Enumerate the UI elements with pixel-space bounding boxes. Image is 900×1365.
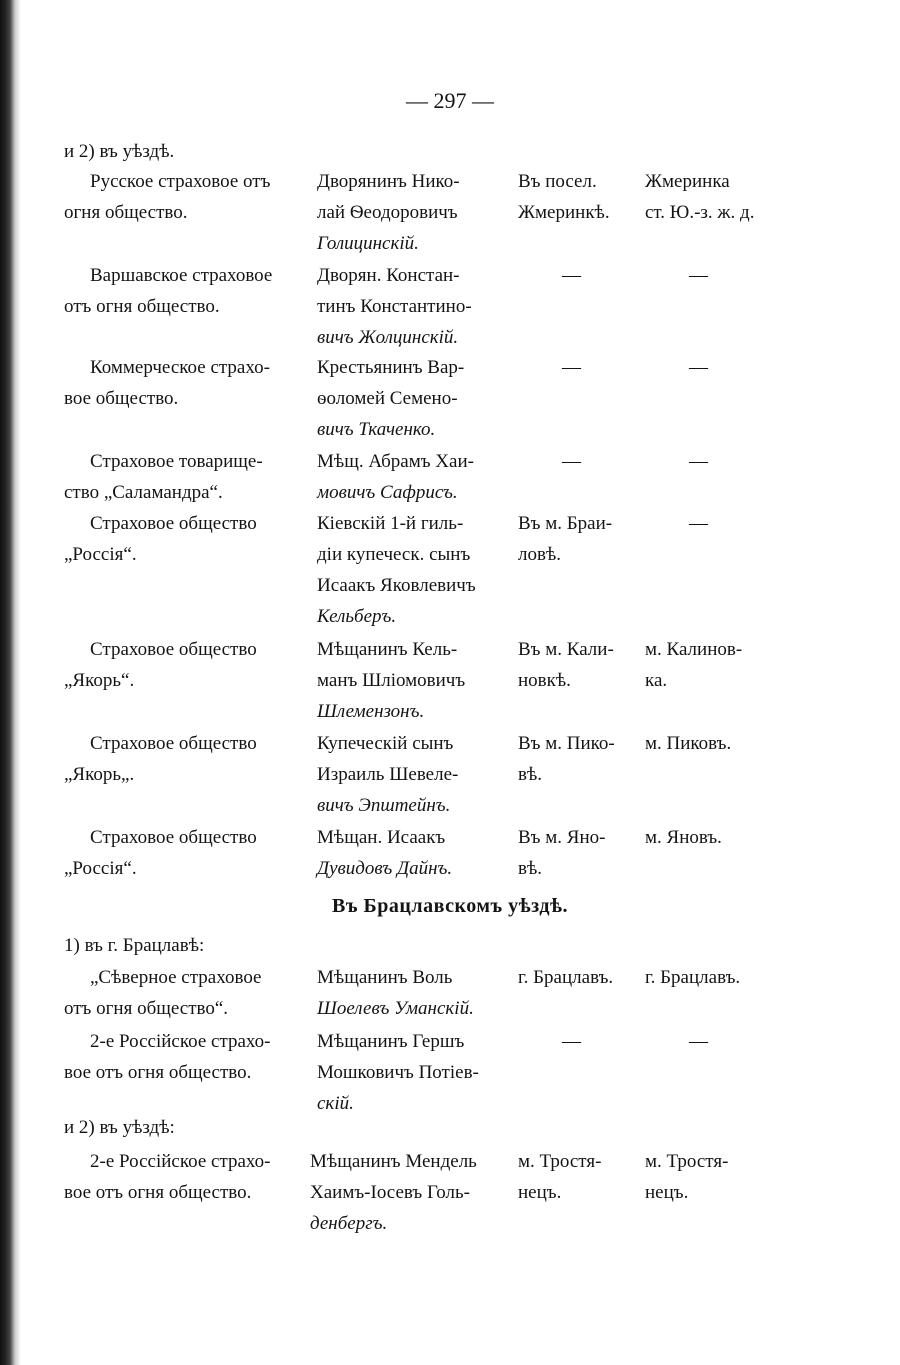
station-cell (645, 1146, 785, 1208)
company-line: 2-е Россійское страхо- (90, 1031, 271, 1052)
station-cell (645, 508, 829, 539)
company-line: отъ огня общество“. (64, 998, 229, 1019)
agent-line: Мошковичъ Потіев- (317, 1062, 479, 1083)
station-line: м. Тростя- (645, 1151, 729, 1172)
location-cell (518, 1146, 646, 1208)
agent-line: діи купеческ. сынъ (317, 544, 471, 565)
company-line: „Сѣверное страховое (90, 967, 262, 988)
agent-line: Мѣщ. Абрамъ Хаи- (317, 451, 474, 472)
station-dash: — (689, 357, 708, 378)
location-line: м. Тростя- (518, 1151, 602, 1172)
station-cell (645, 446, 829, 477)
station-cell (645, 634, 785, 696)
agent-line: Мѣщанинъ Кель- (317, 639, 458, 660)
company-line: „Россія“. (64, 858, 137, 879)
company-cell (64, 962, 312, 1024)
agent-line: Исаакъ Яковлевичъ (317, 575, 476, 596)
company-line: Коммерческое страхо- (90, 357, 270, 378)
agent-line: Крестьянинъ Вар- (317, 357, 465, 378)
location-cell (518, 822, 646, 884)
agent-cell (317, 446, 517, 508)
location-cell (518, 962, 646, 993)
location-cell (518, 728, 646, 790)
company-line: „Якорь“. (64, 670, 135, 691)
company-line: Страховое общество (90, 639, 257, 660)
location-line: Въ м. Кали- (518, 639, 614, 660)
station-line: нецъ. (645, 1182, 689, 1203)
station-line: Жмеринка (645, 171, 730, 192)
location-line: ловѣ. (518, 544, 562, 565)
location-dash: — (562, 357, 581, 378)
company-line: Варшавское страховое (90, 265, 273, 286)
agent-cell (310, 1146, 510, 1239)
location-line: Въ м. Браи- (518, 513, 613, 534)
station-line: г. Брацлавъ. (645, 967, 741, 988)
section-label: и 2) въ уѣздѣ. (64, 141, 175, 162)
book-binding-edge (0, 0, 22, 1365)
agent-surname: вичъ Жолцинскій. (317, 327, 459, 348)
company-cell (64, 508, 312, 570)
company-line: Страховое общество (90, 733, 257, 754)
agent-line: ѳоломей Семено- (317, 388, 458, 409)
company-line: Русское страховое отъ (90, 171, 271, 192)
agent-cell (317, 1026, 517, 1119)
agent-surname: Дувидовъ Дайнъ. (317, 858, 453, 879)
location-cell (518, 166, 646, 228)
station-line: м. Яновъ. (645, 827, 722, 848)
agent-surname: Шлемензонъ. (317, 701, 425, 722)
company-cell (64, 1146, 312, 1208)
agent-cell (317, 260, 517, 353)
location-line: нецъ. (518, 1182, 562, 1203)
station-cell (645, 962, 785, 993)
station-cell (645, 260, 829, 291)
station-dash: — (689, 513, 708, 534)
company-line: Страховое товарище- (90, 451, 263, 472)
company-line: вое отъ огня общество. (64, 1182, 252, 1203)
agent-surname: мовичъ Сафрисъ. (317, 482, 458, 503)
agent-line: Дворянинъ Нико- (317, 171, 460, 192)
agent-cell (317, 166, 517, 259)
station-line: ст. Ю.-з. ж. д. (645, 202, 755, 223)
company-cell (64, 634, 312, 696)
company-cell (64, 822, 312, 884)
agent-line: манъ Шліомовичъ (317, 670, 466, 691)
agent-line: лай Ѳеодоровичъ (317, 202, 458, 223)
agent-surname: Кельберъ. (317, 606, 397, 627)
station-line: м. Пиковъ. (645, 733, 732, 754)
station-cell (645, 822, 785, 853)
agent-surname: вичъ Ткаченко. (317, 419, 436, 440)
agent-surname: вичъ Эпштейнъ. (317, 795, 451, 816)
agent-line: Дворян. Констан- (317, 265, 460, 286)
company-cell (64, 728, 312, 790)
agent-line: Израиль Шевеле- (317, 764, 459, 785)
location-line: г. Брацлавъ. (518, 967, 614, 988)
company-line: Страховое общество (90, 827, 257, 848)
page-number: — 297 — (406, 88, 494, 113)
agent-cell (317, 508, 517, 632)
agent-cell (317, 728, 517, 821)
section-label: и 2) въ уѣздѣ: (64, 1117, 175, 1138)
company-line: 2-е Россійское страхо- (90, 1151, 271, 1172)
station-dash: — (689, 265, 708, 286)
station-line: м. Калинов- (645, 639, 743, 660)
company-line: „Россія“. (64, 544, 137, 565)
agent-line: тинъ Константино- (317, 296, 472, 317)
company-cell (64, 260, 312, 322)
agent-line: Хаимъ-Іосевъ Голь- (310, 1182, 471, 1203)
location-line: вѣ. (518, 858, 543, 879)
agent-line: Мѣщанинъ Воль (317, 967, 453, 988)
location-line: новкѣ. (518, 670, 571, 691)
location-dash: — (562, 1031, 581, 1052)
location-line: Жмеринкѣ. (518, 202, 610, 223)
station-cell (645, 166, 785, 228)
station-dash: — (689, 1031, 708, 1052)
agent-surname: Шоелевъ Уманскій. (317, 998, 474, 1019)
location-dash: — (562, 265, 581, 286)
location-line: Въ посел. (518, 171, 597, 192)
station-line: ка. (645, 670, 668, 691)
section-label: 1) въ г. Брацлавѣ: (64, 935, 205, 956)
agent-cell (317, 634, 517, 727)
company-line: огня общество. (64, 202, 188, 223)
company-cell (64, 446, 312, 508)
company-line: „Якорь„. (64, 764, 135, 785)
station-dash: — (689, 451, 708, 472)
agent-cell (317, 822, 517, 884)
company-cell (64, 166, 312, 228)
location-line: вѣ. (518, 764, 543, 785)
agent-line: Мѣщанинъ Мендель (310, 1151, 477, 1172)
company-cell (64, 1026, 312, 1088)
station-cell (645, 1026, 829, 1057)
agent-cell (317, 352, 517, 445)
agent-surname: денбергъ. (310, 1213, 388, 1234)
agent-surname: Голицинскій. (317, 233, 419, 254)
company-line: Страховое общество (90, 513, 257, 534)
company-line: вое отъ огня общество. (64, 1062, 252, 1083)
company-line: вое общество. (64, 388, 179, 409)
district-heading: Въ Брацлавскомъ уѣздѣ. (332, 895, 568, 917)
company-line: ство „Саламандра“. (64, 482, 223, 503)
station-cell (645, 352, 829, 383)
agent-line: Кіевскій 1-й гиль- (317, 513, 464, 534)
location-cell (518, 634, 646, 696)
company-cell (64, 352, 312, 414)
station-cell (645, 728, 785, 759)
agent-line: Мѣщан. Исаакъ (317, 827, 446, 848)
location-line: Въ м. Яно- (518, 827, 606, 848)
agent-cell (317, 962, 517, 1024)
agent-line: Мѣщанинъ Гершъ (317, 1031, 465, 1052)
location-cell (518, 508, 646, 570)
agent-surname: скій. (317, 1093, 354, 1114)
location-dash: — (562, 451, 581, 472)
agent-line: Купеческій сынъ (317, 733, 454, 754)
location-line: Въ м. Пико- (518, 733, 615, 754)
company-line: отъ огня общество. (64, 296, 220, 317)
